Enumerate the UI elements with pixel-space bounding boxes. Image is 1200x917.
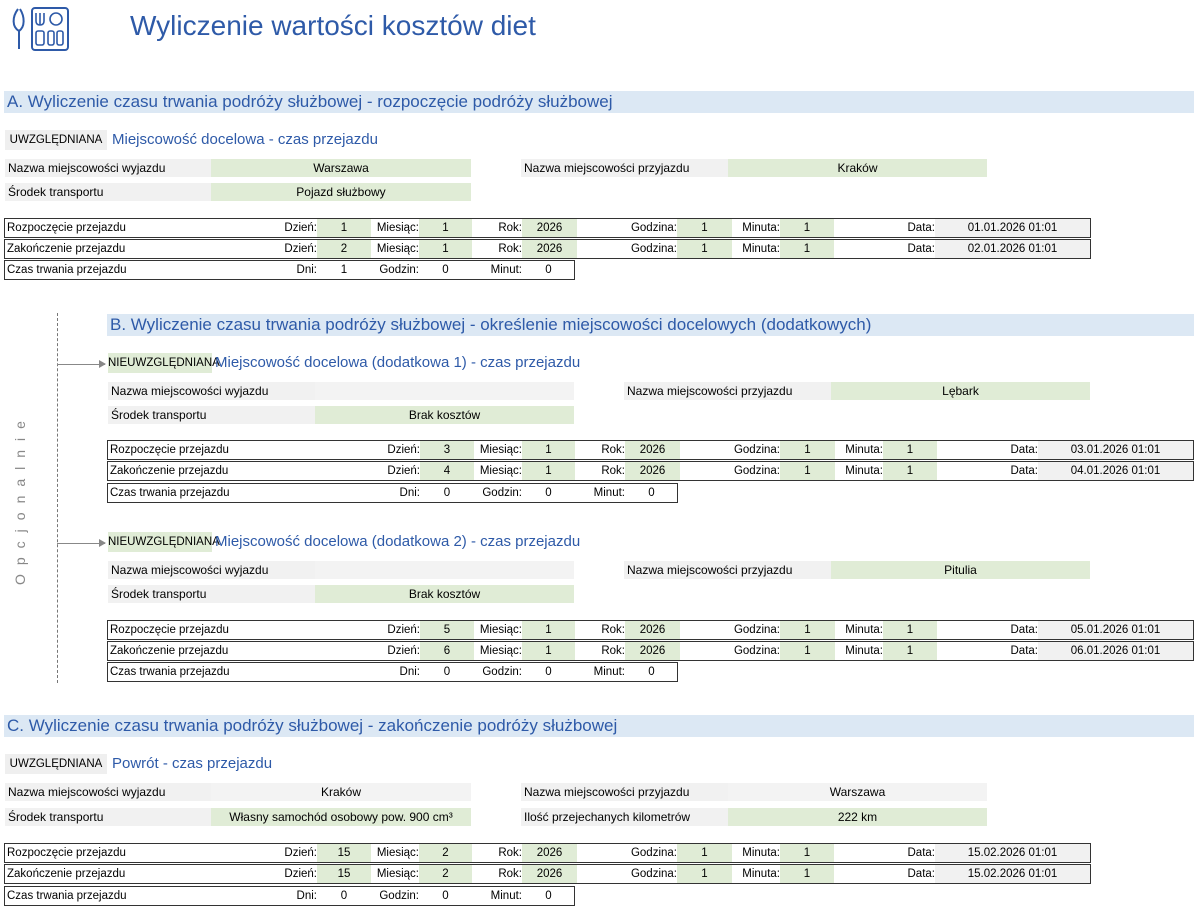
diet-food-icon: [10, 5, 70, 53]
minute-input[interactable]: 1: [883, 441, 937, 460]
days-value: 0: [340, 890, 348, 902]
day-label: Dzień:: [284, 847, 317, 859]
end-row: [4, 864, 1091, 884]
minute-label: Minuta:: [742, 868, 780, 880]
duration-row: [107, 483, 678, 503]
year-label: Rok:: [498, 222, 522, 234]
minute-input[interactable]: 1: [780, 865, 834, 884]
hour-label: Godzina:: [733, 444, 780, 456]
minutes-label: Minut:: [593, 487, 625, 499]
day-input[interactable]: 5: [420, 621, 474, 640]
minute-input[interactable]: 1: [883, 462, 937, 481]
page-title: Wyliczenie wartości kosztów diet: [130, 10, 536, 41]
minutes-label: Minut:: [593, 666, 625, 678]
hour-input[interactable]: 1: [677, 865, 732, 884]
day-input[interactable]: 4: [420, 462, 474, 481]
day-label: Dzień:: [387, 645, 420, 657]
end-row: [107, 641, 1194, 661]
year-input[interactable]: 2026: [522, 844, 577, 863]
km-input[interactable]: 222 km: [728, 808, 987, 826]
month-input[interactable]: 1: [419, 219, 472, 238]
day-label: Dzień:: [284, 222, 317, 234]
section-a-badge: UWZGLĘDNIANA: [5, 130, 107, 150]
minute-input[interactable]: 1: [883, 642, 937, 661]
section-b2-badge: NIEUWZGLĘDNIANA: [108, 532, 212, 552]
end-row: [107, 461, 1194, 481]
day-label: Dzień:: [387, 444, 420, 456]
hours-label: Godzin:: [379, 264, 419, 276]
year-input[interactable]: 2026: [522, 865, 577, 884]
days-value: 0: [443, 487, 451, 499]
hour-label: Godzina:: [733, 645, 780, 657]
arrival-label: Nazwa miejscowości przyjazdu: [624, 561, 831, 579]
duration-label: Czas trwania przejazdu: [110, 487, 230, 499]
start-label: Rozpoczęcie przejazdu: [7, 222, 126, 234]
year-input[interactable]: 2026: [522, 240, 577, 259]
optional-bracket-line: [57, 313, 58, 683]
date-label: Data:: [1010, 465, 1038, 477]
days-value: 1: [340, 264, 348, 276]
arrival-input[interactable]: Kraków: [728, 159, 987, 177]
transport-label: Środek transportu: [108, 406, 315, 424]
date-label: Data:: [907, 847, 935, 859]
date-value: 04.01.2026 01:01: [1038, 462, 1193, 481]
arrival-label: Nazwa miejscowości przyjazdu: [624, 382, 831, 400]
hour-label: Godzina:: [630, 868, 677, 880]
hour-input[interactable]: 1: [677, 240, 732, 259]
day-label: Dzień:: [387, 624, 420, 636]
section-b1-badge: NIEUWZGLĘDNIANA: [108, 353, 212, 373]
year-label: Rok:: [601, 624, 625, 636]
date-label: Data:: [907, 868, 935, 880]
section-b2-subtitle: Miejscowość docelowa (dodatkowa 2) - czas przejazdu: [215, 533, 581, 550]
month-label: Miesiąc:: [376, 847, 419, 859]
departure-input[interactable]: Kraków: [211, 783, 471, 801]
days-label: Dni:: [296, 264, 317, 276]
year-label: Rok:: [498, 868, 522, 880]
start-row: [107, 440, 1194, 460]
end-label: Zakończenie przejazdu: [110, 645, 229, 657]
day-input[interactable]: 15: [317, 844, 371, 863]
month-label: Miesiąc:: [376, 243, 419, 255]
end-label: Zakończenie przejazdu: [7, 243, 126, 255]
hours-value: 0: [442, 264, 449, 276]
days-value: 0: [443, 666, 451, 678]
section-c-badge: UWZGLĘDNIANA: [5, 754, 107, 774]
minute-label: Minuta:: [845, 465, 883, 477]
year-label: Rok:: [498, 243, 522, 255]
departure-label: Nazwa miejscowości wyjazdu: [5, 159, 211, 177]
hours-label: Godzin:: [482, 487, 522, 499]
departure-label: Nazwa miejscowości wyjazdu: [108, 382, 315, 400]
arrival-input[interactable]: Warszawa: [728, 783, 987, 801]
minutes-value: 0: [648, 666, 655, 678]
section-c-header: C. Wyliczenie czasu trwania podróży służbowej - zakończenie podróży służbowej: [4, 715, 1194, 737]
month-label: Miesiąc:: [376, 868, 419, 880]
section-b-header: B. Wyliczenie czasu trwania podróży służbowej - określenie miejscowości docelowych (dodatkowych): [107, 314, 1194, 336]
date-value: 03.01.2026 01:01: [1038, 441, 1193, 460]
transport-select[interactable]: Pojazd służbowy: [211, 183, 471, 201]
month-label: Miesiąc:: [479, 444, 522, 456]
days-label: Dni:: [399, 487, 420, 499]
year-label: Rok:: [601, 444, 625, 456]
month-input[interactable]: 1: [419, 240, 472, 259]
minute-input[interactable]: 1: [883, 621, 937, 640]
hour-label: Godzina:: [630, 847, 677, 859]
hours-value: 0: [545, 666, 552, 678]
transport-select[interactable]: Własny samochód osobowy pow. 900 cm³: [211, 808, 471, 826]
hours-label: Godzin:: [482, 666, 522, 678]
date-label: Data:: [907, 243, 935, 255]
year-input[interactable]: 2026: [625, 462, 680, 481]
day-input[interactable]: 1: [317, 219, 371, 238]
month-label: Miesiąc:: [376, 222, 419, 234]
hour-label: Godzina:: [733, 624, 780, 636]
month-input[interactable]: 2: [419, 865, 472, 884]
year-input[interactable]: 2026: [522, 219, 577, 238]
day-label: Dzień:: [387, 465, 420, 477]
departure-label: Nazwa miejscowości wyjazdu: [5, 783, 211, 801]
day-input[interactable]: 15: [317, 865, 371, 884]
hour-input[interactable]: 1: [677, 844, 732, 863]
hours-value: 0: [545, 487, 552, 499]
duration-label: Czas trwania przejazdu: [110, 666, 230, 678]
start-label: Rozpoczęcie przejazdu: [110, 624, 229, 636]
date-value: 01.01.2026 01:01: [935, 219, 1090, 238]
minute-label: Minuta:: [742, 243, 780, 255]
date-value: 05.01.2026 01:01: [1038, 621, 1193, 640]
minute-label: Minuta:: [742, 847, 780, 859]
arrow-right-icon: [57, 364, 105, 365]
minutes-label: Minut:: [490, 890, 522, 902]
days-label: Dni:: [296, 890, 317, 902]
transport-label: Środek transportu: [5, 183, 211, 201]
month-input[interactable]: 1: [522, 462, 575, 481]
minutes-value: 0: [648, 487, 655, 499]
year-label: Rok:: [601, 645, 625, 657]
month-input[interactable]: 1: [522, 621, 575, 640]
hour-label: Godzina:: [733, 465, 780, 477]
month-input[interactable]: 1: [522, 642, 575, 661]
month-label: Miesiąc:: [479, 645, 522, 657]
date-label: Data:: [907, 222, 935, 234]
year-label: Rok:: [498, 847, 522, 859]
section-b1-subtitle: Miejscowość docelowa (dodatkowa 1) - czas przejazdu: [215, 354, 581, 371]
day-input[interactable]: 3: [420, 441, 474, 460]
year-input[interactable]: 2026: [625, 441, 680, 460]
duration-row: [107, 662, 678, 682]
departure-input[interactable]: [315, 382, 574, 400]
arrow-right-icon: [57, 543, 105, 544]
start-row: [107, 620, 1194, 640]
date-value: 06.01.2026 01:01: [1038, 642, 1193, 661]
month-input[interactable]: 2: [419, 844, 472, 863]
end-row: [4, 239, 1091, 259]
hour-label: Godzina:: [630, 222, 677, 234]
day-input[interactable]: 2: [317, 240, 371, 259]
month-input[interactable]: 1: [522, 441, 575, 460]
arrival-input[interactable]: Lębark: [831, 382, 1090, 400]
minutes-label: Minut:: [490, 264, 522, 276]
duration-label: Czas trwania przejazdu: [7, 890, 127, 902]
minute-label: Minuta:: [845, 645, 883, 657]
hour-input[interactable]: 1: [780, 642, 835, 661]
transport-select[interactable]: Brak kosztów: [315, 585, 574, 603]
year-input[interactable]: 2026: [625, 621, 680, 640]
departure-input[interactable]: [315, 561, 574, 579]
transport-label: Środek transportu: [108, 585, 315, 603]
minutes-value: 0: [545, 264, 552, 276]
start-label: Rozpoczęcie przejazdu: [7, 847, 126, 859]
hour-label: Godzina:: [630, 243, 677, 255]
year-input[interactable]: 2026: [625, 642, 680, 661]
km-label: Ilość przejechanych kilometrów: [521, 808, 728, 826]
optional-label: Opcjonalnie: [12, 412, 28, 585]
day-label: Dzień:: [284, 243, 317, 255]
minute-input[interactable]: 1: [780, 844, 834, 863]
date-label: Data:: [1010, 624, 1038, 636]
departure-input[interactable]: Warszawa: [211, 159, 471, 177]
transport-select[interactable]: Brak kosztów: [315, 406, 574, 424]
section-a-header: A. Wyliczenie czasu trwania podróży służbowej - rozpoczęcie podróży służbowej: [4, 91, 1194, 113]
end-label: Zakończenie przejazdu: [110, 465, 229, 477]
hour-input[interactable]: 1: [780, 441, 835, 460]
date-label: Data:: [1010, 444, 1038, 456]
departure-label: Nazwa miejscowości wyjazdu: [108, 561, 315, 579]
minute-label: Minuta:: [845, 444, 883, 456]
minute-label: Minuta:: [845, 624, 883, 636]
start-row: [4, 843, 1091, 863]
hour-input[interactable]: 1: [780, 462, 835, 481]
date-label: Data:: [1010, 645, 1038, 657]
duration-row: [4, 886, 575, 906]
hours-label: Godzin:: [379, 890, 419, 902]
day-input[interactable]: 6: [420, 642, 474, 661]
date-value: 15.02.2026 01:01: [935, 844, 1090, 863]
month-label: Miesiąc:: [479, 624, 522, 636]
transport-label: Środek transportu: [5, 808, 211, 826]
section-c-subtitle: Powrót - czas przejazdu: [112, 755, 273, 772]
minute-input[interactable]: 1: [780, 240, 834, 259]
duration-label: Czas trwania przejazdu: [7, 264, 127, 276]
minutes-value: 0: [545, 890, 552, 902]
duration-row: [4, 260, 575, 280]
minute-input[interactable]: 1: [780, 219, 834, 238]
end-label: Zakończenie przejazdu: [7, 868, 126, 880]
date-value: 02.01.2026 01:01: [935, 240, 1090, 259]
start-label: Rozpoczęcie przejazdu: [110, 444, 229, 456]
hour-input[interactable]: 1: [677, 219, 732, 238]
month-label: Miesiąc:: [479, 465, 522, 477]
arrival-label: Nazwa miejscowości przyjazdu: [521, 783, 728, 801]
minute-label: Minuta:: [742, 222, 780, 234]
days-label: Dni:: [399, 666, 420, 678]
start-row: [4, 218, 1091, 238]
arrival-label: Nazwa miejscowości przyjazdu: [521, 159, 728, 177]
hour-input[interactable]: 1: [780, 621, 835, 640]
arrival-input[interactable]: Pitulia: [831, 561, 1090, 579]
day-label: Dzień:: [284, 868, 317, 880]
year-label: Rok:: [601, 465, 625, 477]
section-a-subtitle: Miejscowość docelowa - czas przejazdu: [112, 131, 378, 148]
date-value: 15.02.2026 01:01: [935, 865, 1090, 884]
hours-value: 0: [442, 890, 449, 902]
